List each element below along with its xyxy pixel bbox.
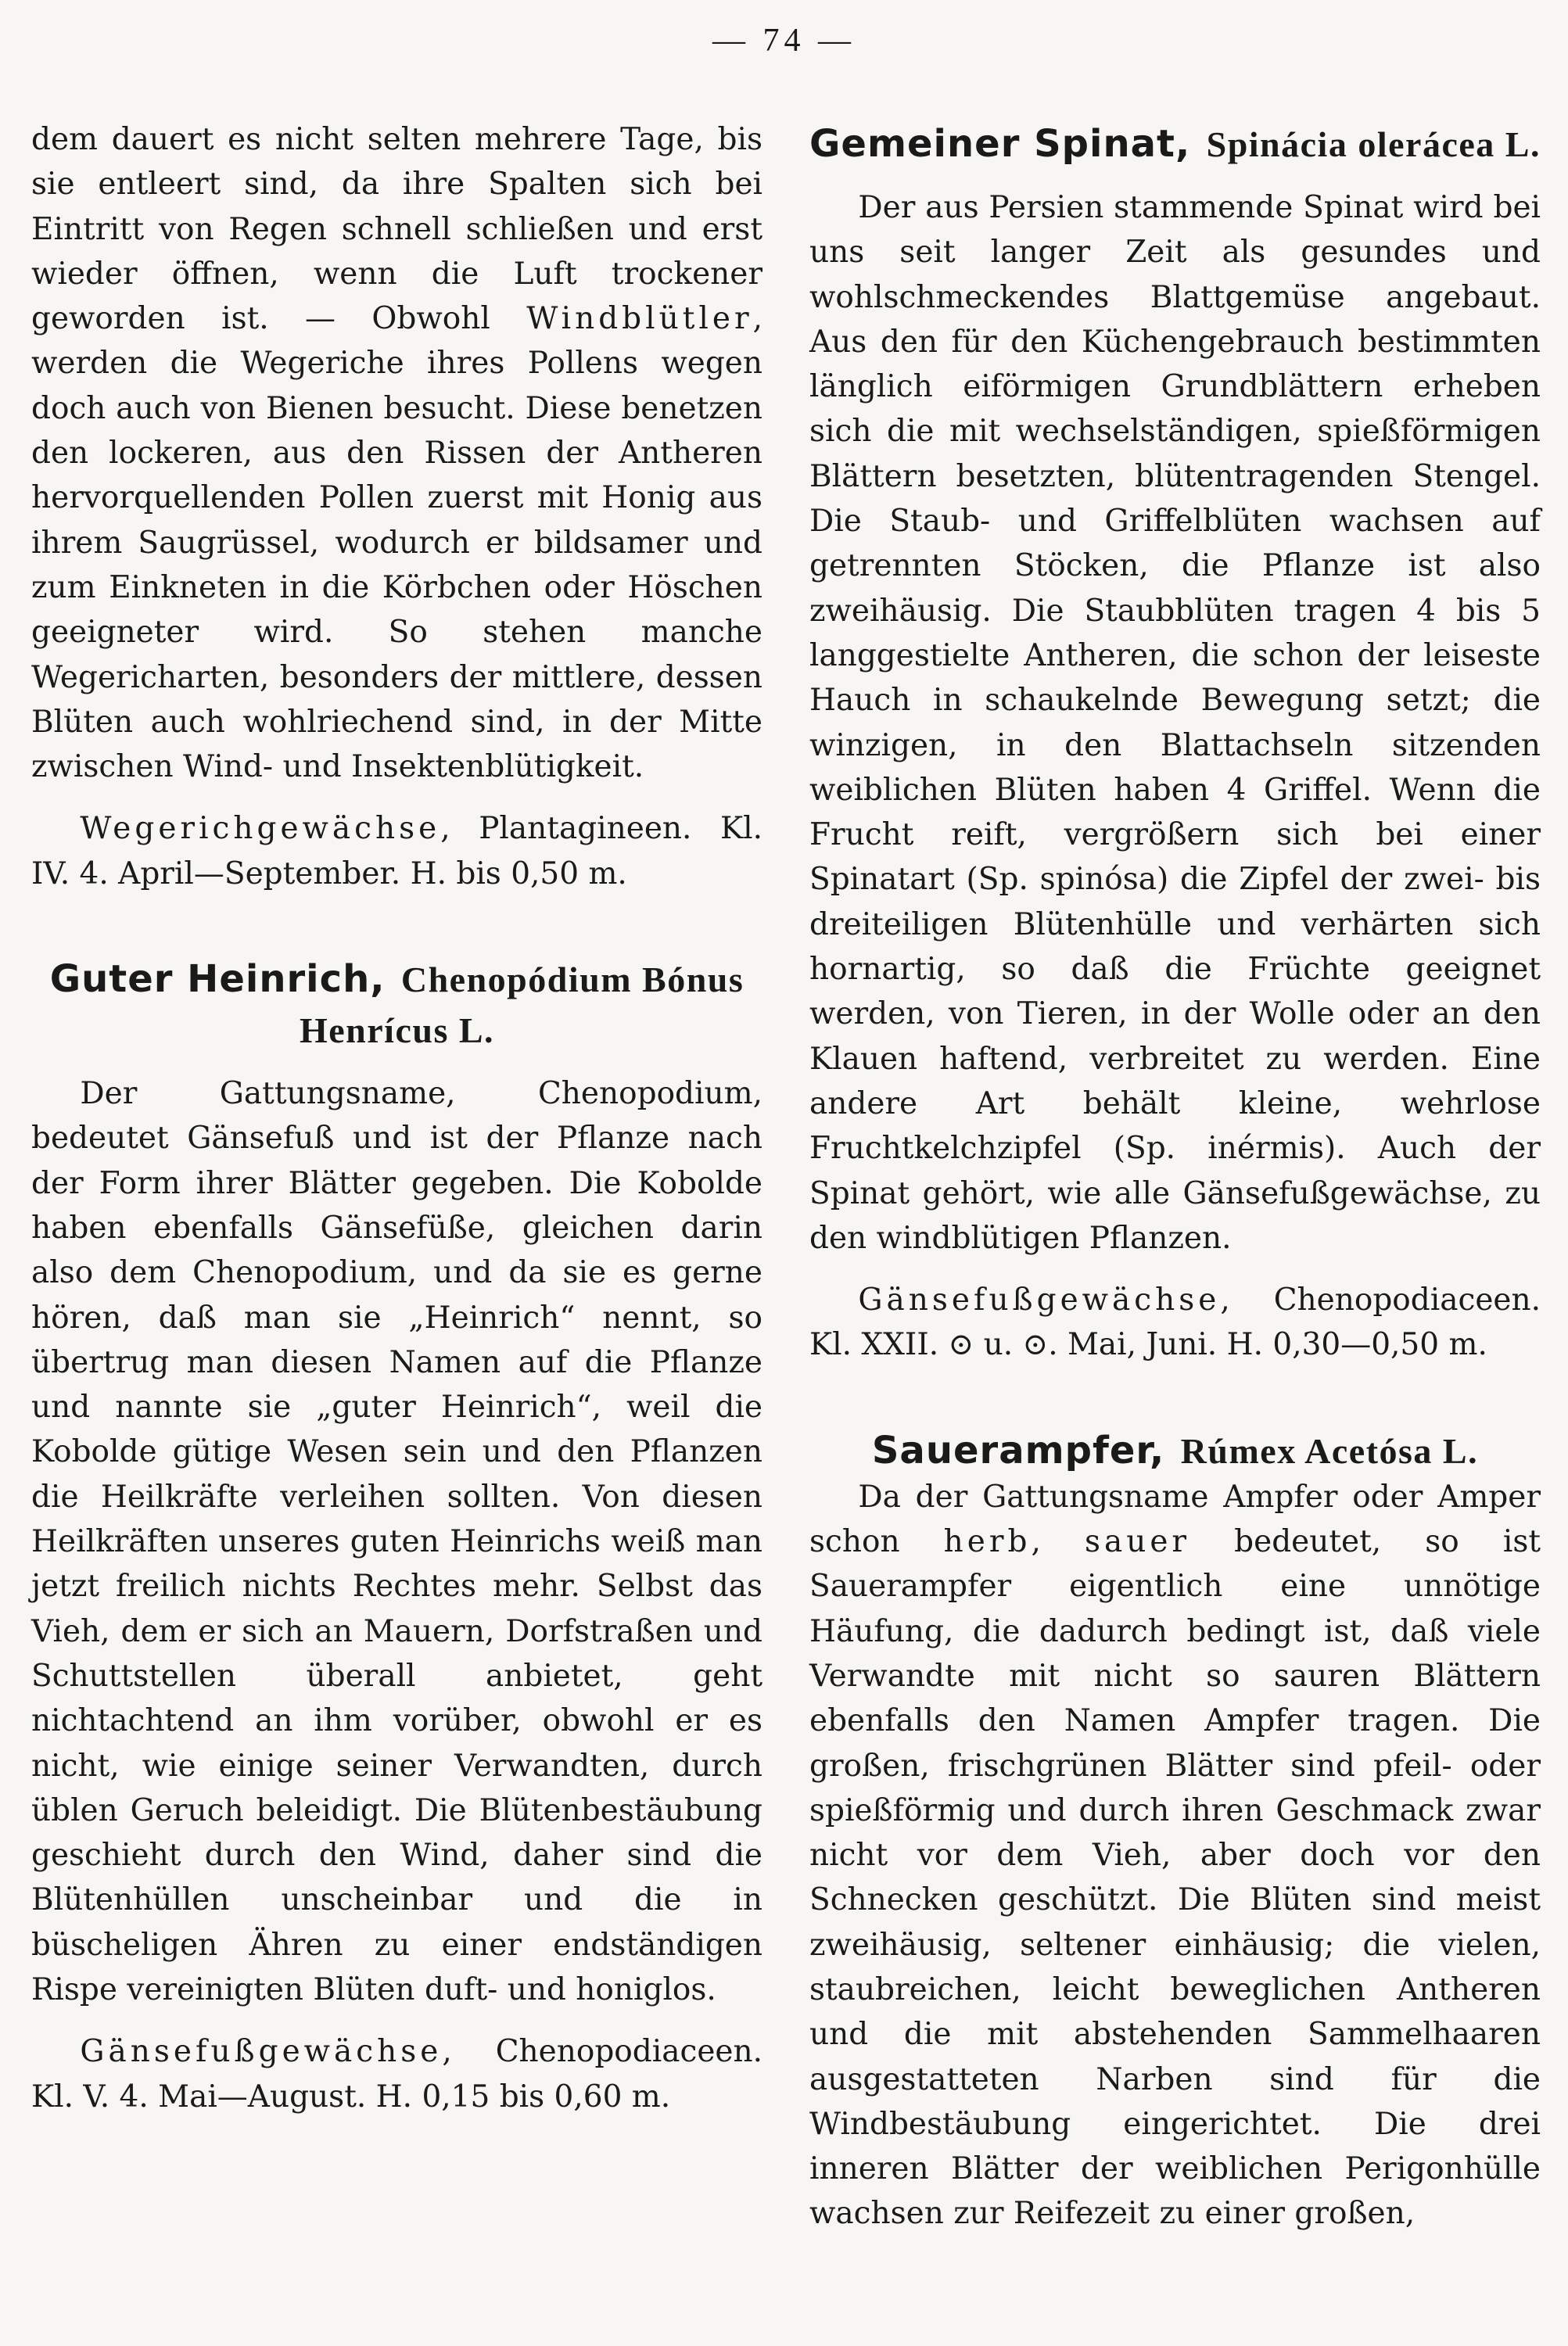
spinat-family-name: Gänsefußgewächse	[858, 1282, 1221, 1318]
sauerampfer-body	[809, 1475, 1541, 2237]
continuation-text-end: , werden die Wegeriche ihres Pollens wegen doch auch von Bienen besucht. Diese benetzen den lockeren, aus den Rissen der Antheren hervorquellenden Pollen zuerst mit Honig aus ihrem Saugrüssel, wodurch er bildsamer und zum Einkneten in die Körbchen oder Höschen geeigneter wird. So stehen manche Wegericharten, besonders der mittlere, dessen Blüten auch wohlriechend sind, in der Mitte zwischen Wind- und Insektenblütigkeit.	[31, 301, 762, 785]
guter-heinrich-body: Der Gattungsname, Chenopodium, bedeutet Gänsefuß und ist der Pflanze nach der Form ihrer Blätter gegeben. Die Kobolde haben ebenfalls Gänsefüße, gleichen darin also dem Chenopodium, und da sie es gerne hören, daß man sie „Heinrich“ nennt, so übertrug man diesen Namen auf die Pflanze und nannte sie „guter Heinrich“, weil die Kobolde gütige Wesen sein und den Pflanzen die Heilkräfte verleihen sollten. Von diesen Heilkräften unseres guten Heinrichs weiß man jetzt freilich nichts Rechtes mehr. Selbst das Vieh, dem er sich an Mauern, Dorfstraßen und Schuttstellen überall anbietet, geht nichtachtend an ihm vorüber, obwohl er es nicht, wie einige seiner Verwandten, durch üblen Geruch beleidigt. Die Blütenbestäubung geschieht durch den Wind, daher sind die Blütenhüllen unscheinbar und die in büscheligen Ähren zu einer endständigen Rispe vereinigten Blüten duft- und honiglos.	[31, 1076, 762, 2007]
guter-heinrich-classification-rest: , Chenopodiaceen. Kl. V. 4. Mai—August. H. 0,15 bis 0,60 m.	[31, 2034, 762, 2115]
right-column	[809, 117, 1541, 2237]
spinat-name: Gemeiner Spinat,	[809, 122, 1191, 166]
page-number: — 74 —	[712, 23, 856, 59]
left-column	[31, 117, 762, 2119]
continuation-text-start: dem dauert es nicht selten mehrere Tage, bis sie entleert sind, da ihre Spalten sich bei Eintritt von Regen schnell schließen und erst wieder öffnen, wenn die Luft trockener geworden ist. — Obwohl	[31, 122, 762, 337]
wegerich-classification	[31, 806, 762, 896]
sauerampfer-word-herb: herb	[943, 1524, 1032, 1560]
sauerampfer-latin: Rúmex Acetósa L.	[1180, 1430, 1479, 1471]
sauerampfer-name: Sauerampfer,	[871, 1428, 1165, 1473]
spinat-latin: Spinácia olerácea L.	[1206, 124, 1541, 164]
guter-heinrich-name: Guter Heinrich,	[49, 957, 386, 1002]
sauerampfer-body-start: Da der Gattungsname Ampfer oder Amper schon	[809, 1479, 1541, 1560]
guter-heinrich-family-name: Gänsefußgewächse	[80, 2034, 443, 2070]
wegerich-classification-rest: , Plantagineen. Kl. IV. 4. April—September. H. bis 0,50 m.	[31, 811, 762, 891]
guter-heinrich-heading	[31, 952, 762, 1054]
sauerampfer-heading	[809, 1424, 1541, 1475]
sauerampfer-word-sauer: sauer	[1084, 1524, 1191, 1560]
sauerampfer-body-end: bedeutet, so ist Sauerampfer eigentlich eine unnötige Häufung, die dadurch bedingt ist, daß viele Verwandte mit nicht so sauren Blättern ebenfalls den Namen Ampfer tragen. Die großen, frischgrünen Blätter sind pfeil- oder spießförmig und durch ihren Geschmack zwar nicht vor dem Vieh, aber doch vor den Schnecken geschützt. Die Blüten sind meist zweihäusig, seltener einhäusig; die vielen, staubreichen, leicht beweglichen Antheren und die mit abstehenden Sammelhaaren ausgestatteten Narben sind für die Windbestäubung eingerichtet. Die drei inneren Blätter der weiblichen Perigonhülle wachsen zur Reifezeit zu einer großen,	[809, 1524, 1541, 2232]
guter-heinrich-classification	[31, 2029, 762, 2119]
guter-heinrich-latin: Chenopódium Bónus Henrícus L.	[299, 960, 745, 1051]
continuation-text-spaced: Windblütler	[526, 301, 753, 337]
spinat-classification	[809, 1278, 1541, 1368]
spinat-classification-rest: , Chenopodiaceen. Kl. XXII. ⊙ u. ⊙. Mai, Juni. H. 0,30—0,50 m.	[809, 1282, 1541, 1363]
continuation-paragraph	[31, 117, 762, 789]
wegerich-family-name: Wegerichgewächse	[80, 811, 441, 847]
spinat-body: Der aus Persien stammende Spinat wird bei uns seit langer Zeit als gesundes und wohlschmeckendes Blattgemüse angebaut. Aus den für den Küchengebrauch bestimmten länglich eiförmigen Grundblättern erheben sich die mit wechselständigen, spießförmigen Blättern besetzten, blütentragenden Stengel. Die Staub- und Griffelblüten wachsen auf getrennten Stöcken, die Pflanze ist also zweihäusig. Die Staubblüten tragen 4 bis 5 langgestielte Antheren, die schon der leiseste Hauch in schaukelnde Bewegung setzt; die winzigen, in den Blattachseln sitzenden weiblichen Blüten haben 4 Griffel. Wenn die Frucht reift, vergrößern sich bei einer Spinatart (Sp. spinósa) die Zipfel der zwei- bis dreiteiligen Blütenhülle und verhärten sich hornartig, so daß die Früchte geeignet werden, von Tieren, in der Wolle oder an den Klauen haftend, verbreitet zu werden. Eine andere Art behält kleine, wehrlose Fruchtkelchzipfel (Sp. inérmis). Auch der Spinat gehört, wie alle Gänsefußgewächse, zu den windblütigen Pflanzen.	[809, 190, 1541, 1256]
spinat-heading	[809, 117, 1541, 168]
sauerampfer-comma: ,	[1031, 1524, 1085, 1560]
